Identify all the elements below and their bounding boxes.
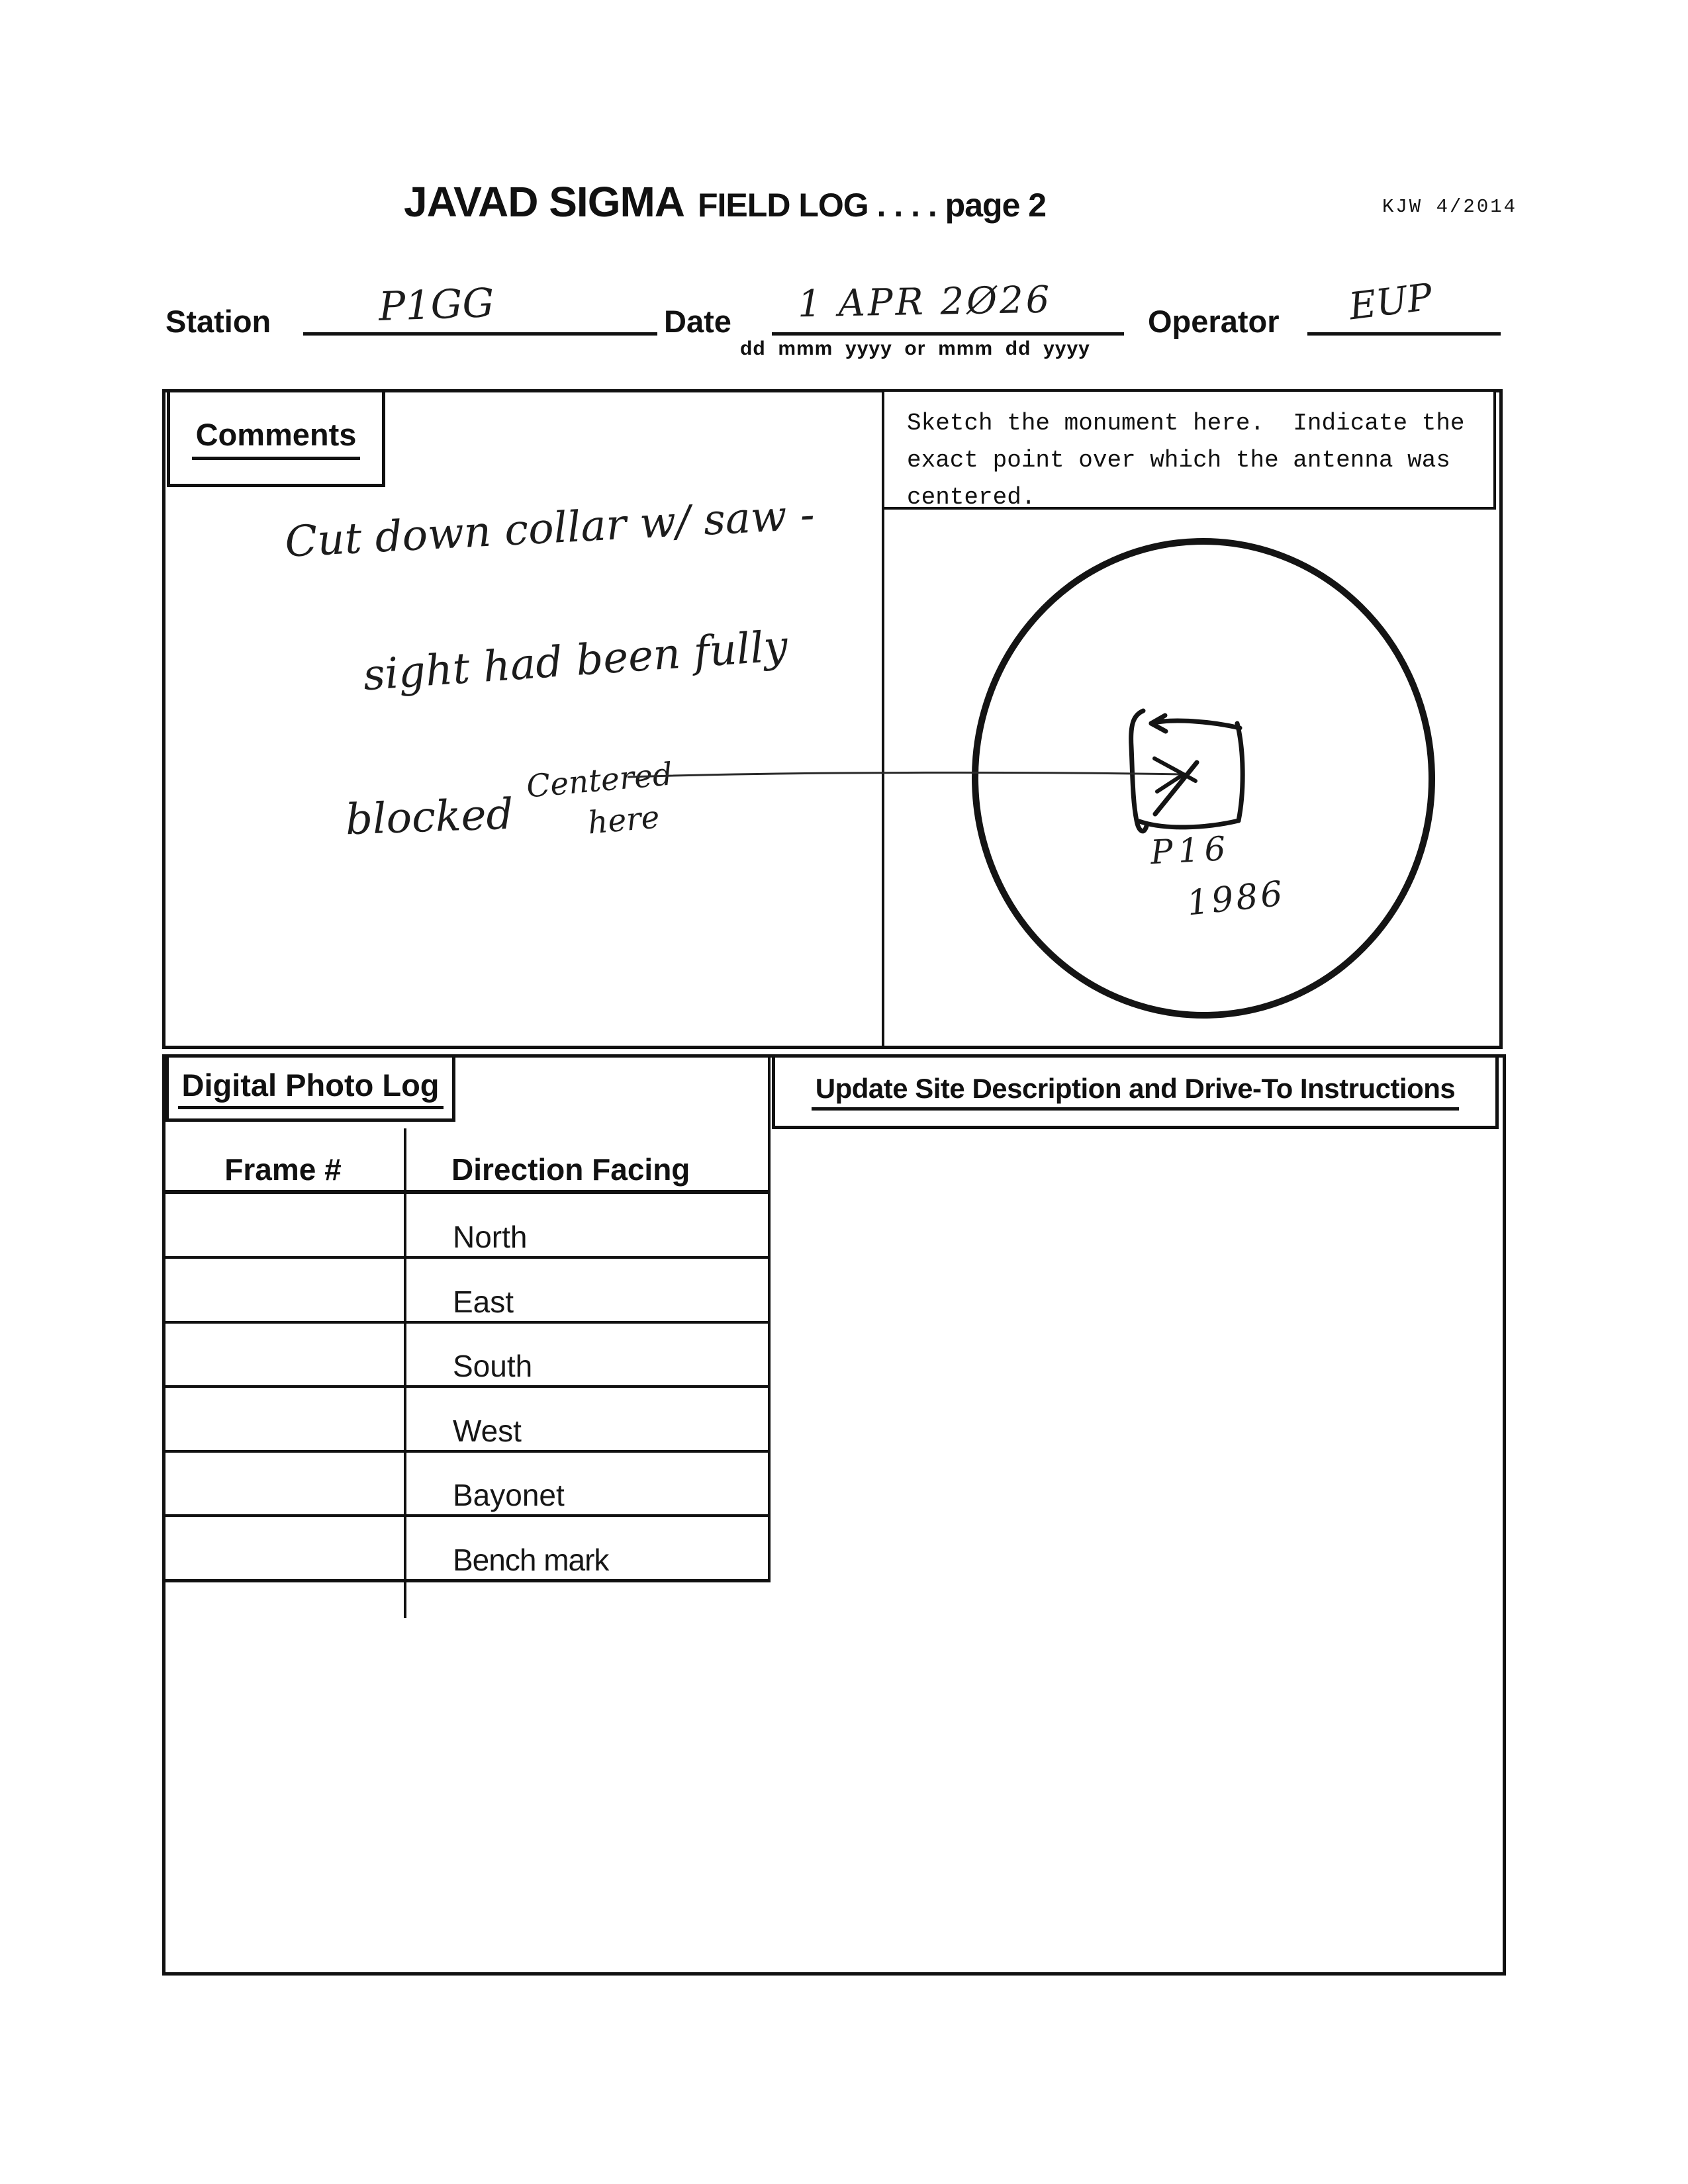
photo-log-column-divider: [404, 1128, 406, 1618]
photo-log-header-rule: [162, 1190, 771, 1194]
photo-log-col-frame: Frame #: [224, 1152, 342, 1187]
photo-log-row-line: [162, 1450, 771, 1453]
monument-stamp-line-1: P16: [1149, 829, 1232, 872]
photo-log-header-box: [165, 1054, 455, 1122]
monument-circle: [969, 535, 1438, 1021]
monument-stamp-line-2: 1986: [1185, 874, 1288, 924]
page-title-rest: FIELD LOG . . . . page 2: [698, 187, 1047, 224]
photo-log-row-direction: Bayonet: [453, 1478, 565, 1512]
sketch-instruction-line-3: centered.: [907, 484, 1036, 511]
sketch-instruction-line-1: Sketch the monument here. Indicate the: [907, 410, 1465, 437]
pointer-arrow: [628, 758, 1197, 814]
operator-label: Operator: [1148, 304, 1280, 339]
update-header-box: [772, 1054, 1499, 1129]
update-header-label: Update Site Description and Drive-To Instructions: [812, 1073, 1460, 1111]
photo-log-row-line: [162, 1579, 771, 1582]
revision-note: KJW 4/2014: [1382, 196, 1518, 218]
comments-header-label: Comments: [192, 416, 361, 460]
date-format-hint: dd mmm yyyy or mmm dd yyyy: [740, 338, 1090, 359]
sketch-instruction-line-2: exact point over which the antenna was: [907, 447, 1450, 474]
operator-value-handwritten: EUP: [1346, 275, 1435, 329]
page-title-brand: JAVAD SIGMA: [404, 178, 684, 226]
photo-log-row-direction: West: [453, 1414, 522, 1448]
photo-log-row-direction: Bench mark: [453, 1543, 609, 1577]
comment-line-1: Cut down collar w/ saw -: [283, 490, 816, 567]
operator-field-line: [1307, 332, 1501, 336]
photo-log-row-direction: South: [453, 1349, 533, 1383]
photo-log-row-direction: East: [453, 1285, 514, 1319]
station-field-line: [303, 332, 657, 336]
station-value-handwritten: P1GG: [377, 279, 495, 331]
comment-line-2: sight had been fully: [361, 621, 790, 701]
pointer-note-line-2: here: [586, 799, 661, 842]
station-label: Station: [165, 304, 271, 339]
page-title: [404, 177, 1046, 226]
photo-log-row-line: [162, 1256, 771, 1259]
photo-log-row-line: [162, 1514, 771, 1517]
date-label: Date: [664, 304, 731, 339]
photo-log-header-label: Digital Photo Log: [178, 1067, 444, 1109]
monument-sketch-drawing: [162, 389, 1506, 1051]
monument-square: [1131, 711, 1243, 831]
photo-log-col-direction: Direction Facing: [451, 1152, 690, 1187]
photo-log-row-direction: North: [453, 1220, 528, 1254]
photo-log-row-line: [162, 1385, 771, 1388]
photo-log-row-line: [162, 1321, 771, 1324]
comment-line-3: blocked: [344, 790, 514, 845]
pointer-note-line-1: Centered: [525, 756, 675, 805]
date-value-handwritten: 1 APR 2Ø26: [797, 278, 1053, 326]
date-field-line: [772, 332, 1124, 336]
photo-log-right-edge: [768, 1056, 771, 1579]
